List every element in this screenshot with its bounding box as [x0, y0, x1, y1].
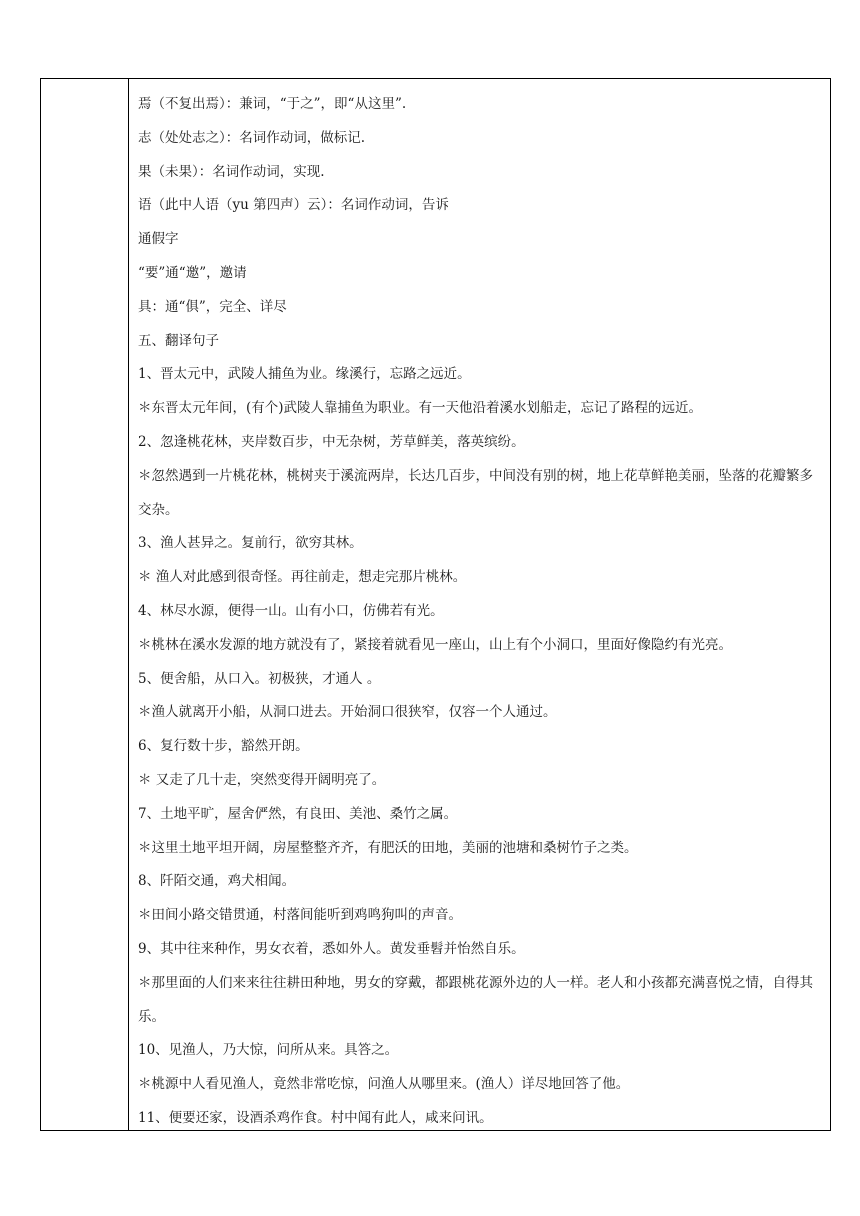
- sentence-original: 5、便舍船，从口入。初极狭，才通人 。: [138, 670, 381, 687]
- sentence-translation: ＊忽然遇到一片桃花林，桃树夹于溪流两岸，长达几百步，中间没有别的树，地上花草鲜艳美丽，坠落的花瓣繁多交杂。: [138, 467, 813, 518]
- sentence-translation: ＊桃源中人看见渔人，竟然非常吃惊，问渔人从哪里来。(渔人）详尽地回答了他。: [138, 1076, 630, 1093]
- section-heading: 通假字: [138, 231, 179, 248]
- sentence-original: 11、便要还家，设酒杀鸡作食。村中闻有此人，咸来问讯。: [138, 1109, 493, 1126]
- sentence-original: 10、见渔人，乃大惊，问所从来。具答之。: [138, 1042, 399, 1059]
- text-line: 焉（不复出焉）：兼词，“于之”，即“从这里”.: [138, 96, 407, 112]
- sentence-translation: ＊这里土地平坦开阔，房屋整整齐齐，有肥沃的田地，美丽的池塘和桑树竹子之类。: [138, 839, 638, 856]
- left-column-cell: [41, 79, 129, 1130]
- sentence-original: 7、土地平旷，屋舍俨然，有良田、美池、桑竹之属。: [138, 805, 458, 822]
- document-table: [40, 78, 831, 1131]
- text-line: 语（此中人语（yu 第四声）云）：名词作动词，告诉: [138, 197, 449, 214]
- sentence-original: 4、林尽水源，便得一山。山有小口，仿佛若有光。: [138, 602, 444, 619]
- sentence-original: 1、晋太元中，武陵人捕鱼为业。缘溪行，忘路之远近。: [138, 366, 471, 383]
- text-line: 果（未果）：名词作动词，实现.: [138, 163, 325, 180]
- sentence-original: 3、渔人甚异之。复前行，欲穷其林。: [138, 535, 363, 552]
- sentence-translation: ＊那里面的人们来来往往耕田种地，男女的穿戴，都跟桃花源外边的人一样。老人和小孩都充满喜悦之情，自得其乐。: [138, 974, 813, 1025]
- text-line: “要”通“邀”，邀请: [138, 264, 247, 281]
- sentence-original: 6、复行数十步，豁然开朗。: [138, 738, 309, 755]
- sentence-original: 8、阡陌交通，鸡犬相闻。: [138, 873, 296, 890]
- text-line: 志（处处志之）：名词作动词，做标记.: [138, 129, 366, 146]
- sentence-translation: ＊ 又走了几十走，突然变得开阔明亮了。: [138, 771, 386, 788]
- sentence-translation: ＊ 渔人对此感到很奇怪。再往前走，想走完那片桃林。: [138, 569, 467, 586]
- sentence-translation: ＊东晋太元年间，(有个)武陵人靠捕鱼为职业。有一天他沿着溪水划船走，忘记了路程的远近。: [138, 400, 703, 417]
- content-cell: [129, 79, 830, 1130]
- sentence-translation: ＊渔人就离开小船，从洞口进去。开始洞口很狭窄，仅容一个人通过。: [138, 704, 557, 721]
- sentence-original: 9、其中往来种作，男女衣着，悉如外人。黄发垂髫并怡然自乐。: [138, 940, 525, 957]
- sentence-original: 2、忽逢桃花林，夹岸数百步，中无杂树，芳草鲜美，落英缤纷。: [138, 433, 525, 450]
- text-line: 具：通“俱”，完全、详尽: [138, 298, 287, 315]
- sentence-translation: ＊田间小路交错贯通，村落间能听到鸡鸣狗叫的声音。: [138, 907, 462, 924]
- sentence-translation: ＊桃林在溪水发源的地方就没有了，紧接着就看见一座山，山上有个小洞口，里面好像隐约有光亮。: [138, 636, 732, 653]
- section-heading: 五、翻译句子: [138, 332, 219, 349]
